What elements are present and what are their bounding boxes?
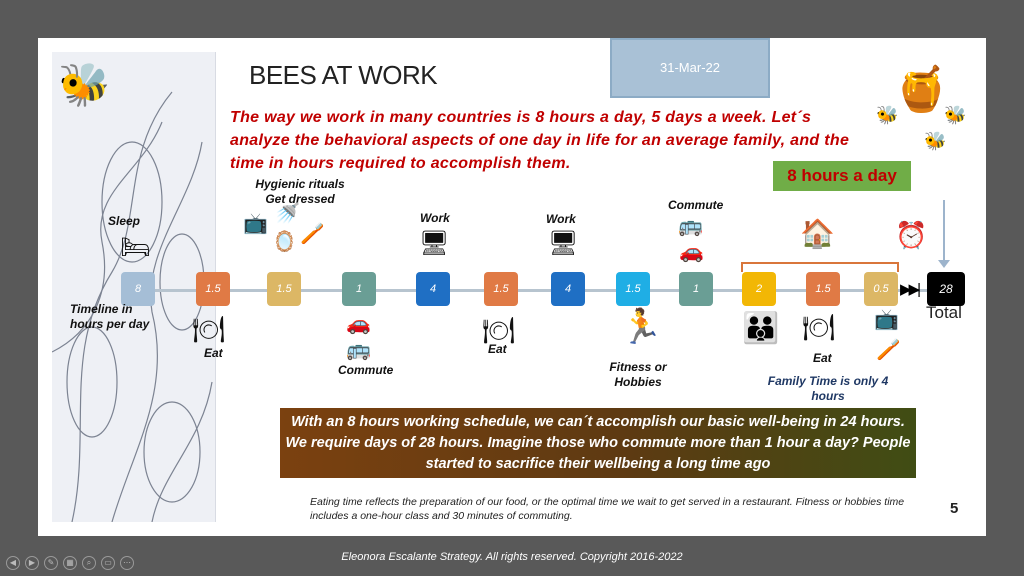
label-work-2: Work <box>546 212 576 226</box>
subtitles-icon[interactable]: ▭ <box>101 556 115 570</box>
label-eat-2: Eat <box>488 342 507 356</box>
label-work-1: Work <box>420 211 450 225</box>
timeline-node: 2 <box>742 272 776 306</box>
timeline-node: 1.5 <box>616 272 650 306</box>
plate-icon: 🍽 <box>192 314 226 344</box>
bee-icon: 🐝 <box>876 105 899 125</box>
plate-icon: 🍽 <box>482 315 516 345</box>
total-label: Total <box>926 303 962 322</box>
message-banner: With an 8 hours working schedule, we can´t accomplish our basic well-being in 24 hours. We require days of 28 hours. Imagine those who commute more than 1 hour a day? People started to sacrifice their wellbeing a long time ago <box>280 408 916 478</box>
label-commute-top: Commute <box>668 198 724 212</box>
timeline-node: 1.5 <box>806 272 840 306</box>
bus-icon: 🚌 <box>346 339 371 361</box>
tv-icon: 📺 <box>874 309 899 331</box>
car-icon: 🚗 <box>679 241 704 263</box>
toothbrush-icon: 🪥 <box>876 339 901 361</box>
shower-icon: 🚿 <box>275 203 300 225</box>
timeline-label: Timeline in hours per day <box>70 302 150 331</box>
bee-icon: 🐝 <box>58 61 111 108</box>
timeline-node: 1 <box>342 272 376 306</box>
bed-icon: 🛏 <box>120 234 151 261</box>
desk-icon: 🖥 <box>419 230 450 257</box>
timeline-node: 0.5 <box>864 272 898 306</box>
label-eat-1: Eat <box>204 346 223 360</box>
tv-icon: 📺 <box>243 213 268 235</box>
page-title: BEES AT WORK <box>249 60 438 90</box>
intro-text: The way we work in many countries is 8 hours a day, 5 days a week. Let´s analyze the behavioral aspects of one day in life for an average family, and the time in hours required to accomplish them. <box>230 109 850 172</box>
bee-icon: 🐝 <box>944 105 967 125</box>
label-fitness: Fitness or Hobbies <box>609 360 667 389</box>
more-options-icon[interactable]: ⋯ <box>120 556 134 570</box>
footnote: Eating time reflects the preparation of our food, or the optimal time we wait to get served in a restaurant. Fitness or hobbies time includes a one-hour class and 30 minutes of commuting. <box>310 496 905 522</box>
presentation-controls <box>6 556 134 570</box>
toothbrush-icon: 🪥 <box>300 223 325 245</box>
bee-icon: 🐝 <box>924 131 947 151</box>
family-icon: 👪 <box>742 312 780 345</box>
previous-slide-icon[interactable]: ◀ <box>6 556 20 570</box>
desk-icon: 🖥 <box>548 230 579 257</box>
label-hygienic: Hygienic rituals Get dressed <box>255 177 345 206</box>
timeline-node: 8 <box>121 272 155 306</box>
hours-badge: 8 hours a day <box>773 161 911 191</box>
zoom-icon[interactable]: ⌕ <box>82 556 96 570</box>
bus-icon: 🚌 <box>678 215 703 237</box>
page-number: 5 <box>950 500 959 517</box>
house-heart-icon: 🏠 <box>800 218 835 249</box>
slides-grid-icon[interactable]: ▦ <box>63 556 77 570</box>
family-bracket <box>741 262 899 272</box>
total-box: 28 <box>927 272 965 306</box>
timeline-node: 1.5 <box>267 272 301 306</box>
family-time-note: Family Time is only 4 hours <box>767 374 889 403</box>
pen-icon[interactable]: ✎ <box>44 556 58 570</box>
beehive-icon: 🍯 <box>894 65 949 114</box>
label-eat-3: Eat <box>813 351 832 365</box>
label-sleep: Sleep <box>108 214 141 228</box>
timeline-node: 4 <box>551 272 585 306</box>
timeline-node: 1.5 <box>484 272 518 306</box>
date-box: 31-Mar-22 <box>610 38 770 98</box>
down-arrow-icon <box>943 200 945 262</box>
alarm-clock-icon: ⏰ <box>895 220 928 250</box>
treadmill-icon: 🏃 <box>620 308 663 346</box>
timeline-node: 1.5 <box>196 272 230 306</box>
timeline-node: 4 <box>416 272 450 306</box>
mirror-icon: 🪞 <box>272 231 297 253</box>
fast-forward-icon: ▶▶| <box>900 281 918 298</box>
next-slide-icon[interactable]: ▶ <box>25 556 39 570</box>
slide <box>38 38 986 536</box>
car-icon: 🚗 <box>346 313 371 335</box>
plate-icon: 🍽 <box>802 312 836 342</box>
label-commute-bottom: Commute <box>338 363 394 377</box>
copyright-footer: Eleonora Escalante Strategy. All rights reserved. Copyright 2016-2022 <box>341 551 683 563</box>
timeline-node: 1 <box>679 272 713 306</box>
